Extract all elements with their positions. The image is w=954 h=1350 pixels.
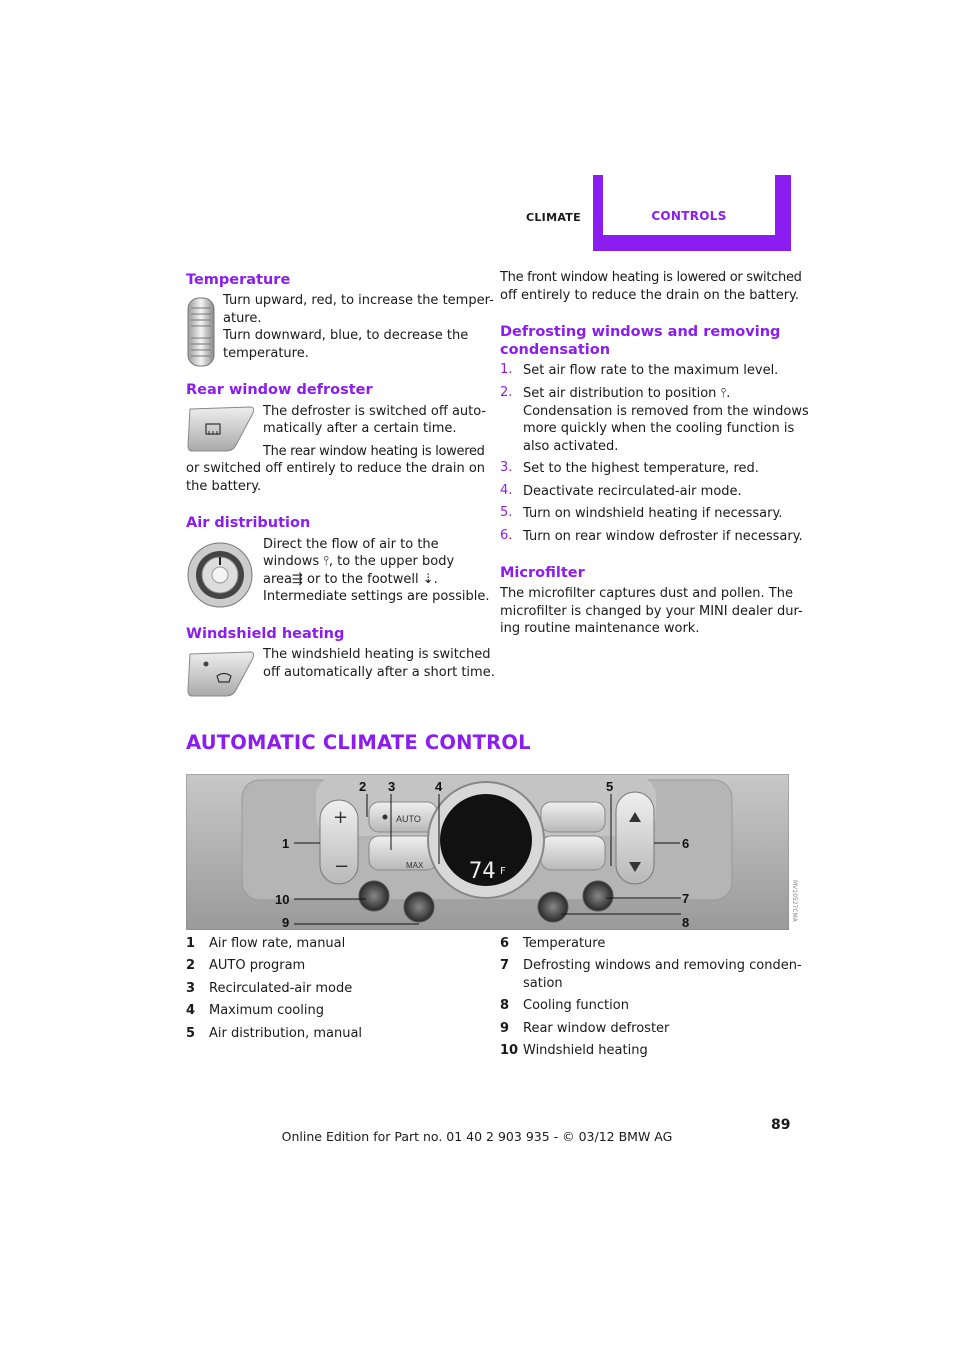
step-text: Condensation is removed from the windows bbox=[523, 404, 809, 419]
heading-air-distribution: Air distribution bbox=[186, 515, 311, 531]
intro-line-2: off entirely to reduce the drain on the battery. bbox=[500, 288, 800, 303]
callout-4: 4 bbox=[435, 779, 443, 794]
windshield-defrost-icon: ⫯ bbox=[323, 554, 329, 569]
windshield-heating-line-1: The windshield heating is switched bbox=[263, 647, 491, 662]
callout-10: 10 bbox=[275, 892, 290, 907]
step-2-text: Set air distribution to position bbox=[523, 386, 717, 401]
step-number: 4. bbox=[500, 483, 513, 498]
rear-defroster-line-4: or switched off entirely to reduce the drain on bbox=[186, 461, 486, 476]
intro-line-1: The front window heating is lowered or switched bbox=[500, 270, 802, 285]
temperature-dial-icon bbox=[186, 296, 216, 372]
page-number: 89 bbox=[771, 1117, 791, 1133]
callout-6: 6 bbox=[682, 836, 690, 851]
step-number: 2. bbox=[500, 385, 513, 400]
legend-item: 7 Defrosting windows and removing conden- bbox=[500, 958, 802, 973]
heading-microfilter: Microfilter bbox=[500, 565, 585, 581]
section-label: CLIMATE bbox=[526, 211, 581, 224]
display-temperature: 74 bbox=[469, 859, 496, 884]
air-distribution-line-3 bbox=[263, 571, 438, 589]
air-distribution-line-2 bbox=[263, 553, 454, 571]
microfilter-line-2: microfilter is changed by your MINI dealer dur- bbox=[500, 604, 803, 619]
rear-defroster-button-icon bbox=[186, 405, 256, 457]
callout-7: 7 bbox=[682, 891, 690, 906]
air-distribution-line-1: Direct the flow of air to the bbox=[263, 537, 439, 552]
step-text: Deactivate recirculated-air mode. bbox=[523, 484, 742, 499]
legend-item: 8 Cooling function bbox=[500, 998, 629, 1013]
step-number: 1. bbox=[500, 362, 513, 377]
footer-text: Online Edition for Part no. 01 40 2 903 935 - © 03/12 BMW AG bbox=[281, 1129, 673, 1144]
rear-defroster-line-2: matically after a certain time. bbox=[263, 421, 457, 436]
step-text: Turn on rear window defroster if necessary. bbox=[523, 529, 803, 544]
callout-8: 8 bbox=[682, 915, 690, 930]
upper-body-vent-icon: ⇶ bbox=[292, 572, 303, 587]
legend-item: 2 AUTO program bbox=[186, 958, 306, 973]
step-text: Set air distribution to position ⫯. bbox=[523, 386, 731, 401]
temperature-line-1: Turn upward, red, to increase the temper- bbox=[223, 293, 494, 308]
rear-defroster-line-3: The rear window heating is lowered bbox=[263, 444, 485, 459]
svg-text:+: + bbox=[333, 807, 349, 828]
air-distribution-area: area bbox=[263, 572, 292, 587]
heading-temperature: Temperature bbox=[186, 272, 291, 288]
air-distribution-dial-icon bbox=[186, 541, 254, 613]
step-text: also activated. bbox=[523, 439, 619, 454]
chapter-tab bbox=[593, 175, 791, 251]
temperature-line-2: ature. bbox=[223, 311, 262, 326]
callout-2: 2 bbox=[359, 779, 367, 794]
section-title: AUTOMATIC CLIMATE CONTROL bbox=[186, 731, 531, 754]
step-number: 6. bbox=[500, 528, 513, 543]
callout-9: 9 bbox=[282, 915, 290, 930]
legend-item: 4 Maximum cooling bbox=[186, 1003, 324, 1018]
display-unit: F bbox=[500, 866, 506, 877]
legend-item: 3 Recirculated-air mode bbox=[186, 981, 353, 996]
climate-control-panel-illustration bbox=[186, 774, 789, 930]
legend-item: 10 Windshield heating bbox=[500, 1043, 648, 1058]
air-distribution-footwell: or to the footwell bbox=[307, 572, 419, 587]
air-distribution-period: . bbox=[433, 572, 438, 587]
legend-item-continued: sation bbox=[523, 976, 563, 991]
legend-item: 5 Air distribution, manual bbox=[186, 1026, 363, 1041]
callout-3: 3 bbox=[388, 779, 396, 794]
microfilter-line-3: ing routine maintenance work. bbox=[500, 621, 700, 636]
chapter-tab-label: CONTROLS bbox=[651, 209, 727, 223]
air-distribution-line-4: Intermediate settings are possible. bbox=[263, 589, 490, 604]
step-text: Turn on windshield heating if necessary. bbox=[523, 506, 783, 521]
max-button-label: MAX bbox=[406, 861, 424, 870]
step-text: Set to the highest temperature, red. bbox=[523, 461, 759, 476]
heading-defrosting-1: Defrosting windows and removing bbox=[500, 324, 781, 340]
image-code: MV10527CMA bbox=[791, 880, 798, 922]
step-number: 5. bbox=[500, 505, 513, 520]
rear-defroster-line-1: The defroster is switched off auto- bbox=[263, 404, 487, 419]
microfilter-line-1: The microfilter captures dust and pollen. The bbox=[500, 586, 793, 601]
windshield-heating-button-icon bbox=[186, 650, 256, 702]
footwell-vent-icon: ⇣ bbox=[422, 572, 434, 587]
callout-5: 5 bbox=[606, 779, 614, 794]
legend-item: 1 Air flow rate, manual bbox=[186, 936, 346, 951]
callout-1: 1 bbox=[282, 836, 290, 851]
step-text: more quickly when the cooling function is bbox=[523, 421, 795, 436]
heading-defrosting-2: condensation bbox=[500, 342, 611, 358]
heading-windshield-heating: Windshield heating bbox=[186, 626, 345, 642]
svg-text:−: − bbox=[334, 856, 350, 877]
legend-item: 6 Temperature bbox=[500, 936, 606, 951]
rear-defroster-line-5: the battery. bbox=[186, 479, 262, 494]
air-distribution-windows: windows bbox=[263, 554, 320, 569]
air-distribution-upper: , to the upper body bbox=[328, 554, 455, 569]
temperature-line-4: temperature. bbox=[223, 346, 309, 361]
windshield-heating-line-2: off automatically after a short time. bbox=[263, 665, 495, 680]
step-text: Set air flow rate to the maximum level. bbox=[523, 363, 779, 378]
legend-item: 9 Rear window defroster bbox=[500, 1021, 670, 1036]
step-number: 3. bbox=[500, 460, 513, 475]
heading-rear-defroster: Rear window defroster bbox=[186, 382, 373, 398]
windshield-defrost-icon: ⫯ bbox=[720, 386, 727, 401]
auto-button-label: AUTO bbox=[396, 814, 421, 824]
temperature-line-3: Turn downward, blue, to decrease the bbox=[223, 328, 469, 343]
